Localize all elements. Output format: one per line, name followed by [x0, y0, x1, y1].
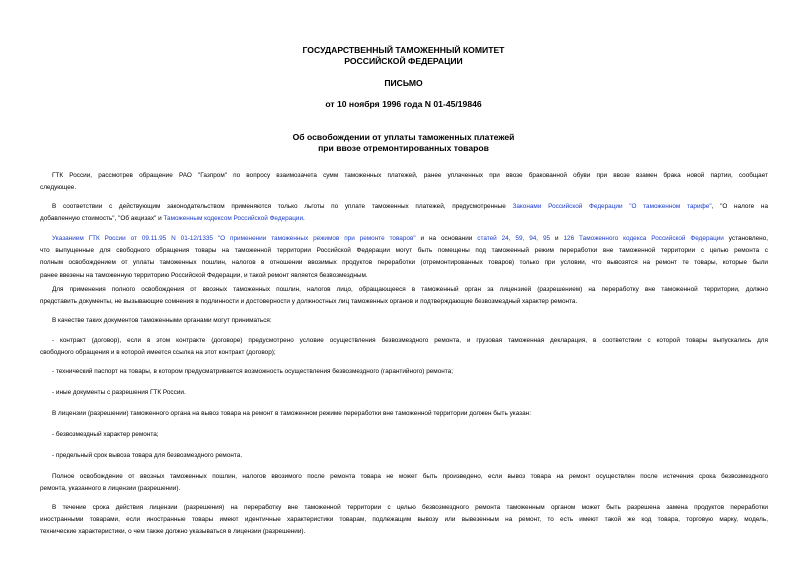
document-title-line-1: Об освобождении от уплаты таможенных платежей: [292, 132, 515, 142]
paragraph-line: свободного обращения и в которой имеется ссылка на этот контракт (договор);: [40, 349, 276, 357]
paragraph-line: - предельный срок вывоза товара для безвозмездного ремонта.: [52, 452, 243, 459]
paragraph-line: [40, 201, 768, 213]
paragraph-replacement: [40, 502, 768, 539]
text-run: установлено,: [723, 235, 768, 242]
paragraph-accepted-documents: [40, 315, 768, 327]
issuer-line-2: РОССИЙСКОЙ ФЕДЕРАЦИИ: [344, 56, 463, 66]
list-item-technical-passport: [40, 366, 768, 378]
paragraph-line: [40, 233, 768, 245]
paragraph-line: - безвозмездный характер ремонта;: [52, 431, 159, 438]
text-run: и на основании: [415, 235, 478, 242]
paragraph-exemption-limit: [40, 471, 768, 495]
paragraph-line: технические характеристики, о чем также должно указываться в лицензии (разрешении).: [40, 528, 306, 536]
link-gtk-directive[interactable]: Указанием ГТК России от 09.11.95 N 01-12/1335 "О применении таможенных режимов при ремонте товаров": [52, 235, 416, 242]
list-item-other-documents: [40, 387, 768, 399]
paragraph-line: следующее.: [40, 184, 77, 192]
paragraph-license-contents: [40, 408, 768, 420]
paragraph-line: полным освобождением от уплаты таможенных пошлин, налогов в отношении ввозимых продуктов переработки (отремонтированных товаров) только при условии, что вывозятся на ремонт те товары, которые были: [40, 259, 768, 267]
text-run: В соответствии с действующим законодательством применяются только льготы по уплате таможенных платежей, предусмотренные: [52, 203, 513, 210]
text-run: добавленную стоимость", "Об акцизах" и: [40, 215, 164, 223]
list-item-contract: [40, 335, 768, 359]
paragraph-line: Для применения полного освобождения от ввозных таможенных пошлин, налогов лицо, обращающееся в таможенный орган за лицензией (разрешением) на переработку вне таможенной территории, должно: [52, 286, 768, 293]
paragraph-line: - иные документы с разрешения ГТК России.: [52, 389, 186, 396]
link-code-articles[interactable]: статей 24, 59, 94, 95: [477, 235, 551, 242]
paragraph-line: В качестве таких документов таможенными органами могут приниматься:: [52, 317, 272, 324]
list-item-deadline: [40, 450, 768, 462]
issuer-line-1: ГОСУДАРСТВЕННЫЙ ТАМОЖЕННЫЙ КОМИТЕТ: [302, 45, 505, 55]
paragraph-line: [40, 213, 768, 225]
paragraph-line: Полное освобождение от ввозных таможенных пошлин, налогов ввозимого после ремонта товара не может быть произведено, если вывоз товара на ремонт осуществлен после истечения срока безвозмездного: [52, 473, 768, 480]
paragraph-legislation: [40, 201, 768, 225]
paragraph-line: ГТК России, рассмотрев обращение РАО "Газпром" по вопросу взаимозачета сумм таможенных платежей, ранее уплаченных при ввозе бракованной обуви при ввозе взамен брака новой партии, сообщает: [52, 172, 768, 179]
paragraph-line: В течение срока действия лицензии (разрешения) на переработку вне таможенной территории с целью безвозмездного ремонта таможенным органом может быть разрешена замена продуктов переработки: [52, 504, 768, 511]
paragraph-line: что выпущенные для свободного обращения товары на таможенной территории Российской Федерации могут быть помещены под таможенный режим переработки вне таможенной территории с целью ремонта с: [40, 247, 768, 255]
text-run: .: [303, 215, 305, 223]
paragraph-line: представить документы, не вызывающие сомнения в подлинности и достоверности у должностных лиц таможенных органов и подтверждающие безвозмездный характер ремонта.: [40, 298, 578, 306]
paragraph-line: В лицензии (разрешении) таможенного органа на вывоз товара на ремонт в таможенном режиме переработки вне таможенной территории должен быть указан:: [52, 410, 531, 417]
paragraph-request: [40, 170, 768, 194]
paragraph-line: иностранными товарами, если иностранные товары имеют идентичные характеристики товарам, подлежащим вывозу или вывезенным на ремонт, то есть имеют такой же код товара, торговую марку, модель,: [40, 516, 768, 524]
text-run: и: [550, 235, 564, 242]
paragraph-line: ранее ввезены на таможенную территорию Российской Федерации, и такой ремонт является безвозмездным.: [40, 271, 368, 279]
paragraph-line: - технический паспорт на товары, в котором предусматривается возможность осуществления безвозмездного (гарантийного) ремонта;: [52, 368, 453, 375]
paragraph-line: ремонта, указанного в лицензии (разрешении).: [40, 485, 181, 493]
document-title-line-2: при ввозе отремонтированных товаров: [318, 143, 489, 153]
paragraph-repair-regime: [40, 233, 768, 282]
paragraph-line: - контракт (договор), если в этом контракте (договоре) предусмотрено условие осуществления безвозмездного ремонта, и грузовая таможенная декларация, в соответствии с которой товары выпускались для: [52, 337, 768, 344]
document-date-number: от 10 ноября 1996 года N 01-45/19846: [325, 99, 482, 109]
paragraph-documents-requirement: [40, 284, 768, 308]
link-code-article-126[interactable]: 126 Таможенного кодекса Российской Федерации: [563, 235, 724, 242]
link-customs-tariff-law[interactable]: Законами Российской Федерации "О таможенном тарифе": [512, 203, 712, 210]
link-customs-code[interactable]: Таможенным кодексом Российской Федерации: [163, 215, 304, 223]
list-item-free-repair: [40, 429, 768, 441]
document-type: ПИСЬМО: [384, 78, 423, 88]
text-run: , "О налоге на: [711, 203, 768, 210]
